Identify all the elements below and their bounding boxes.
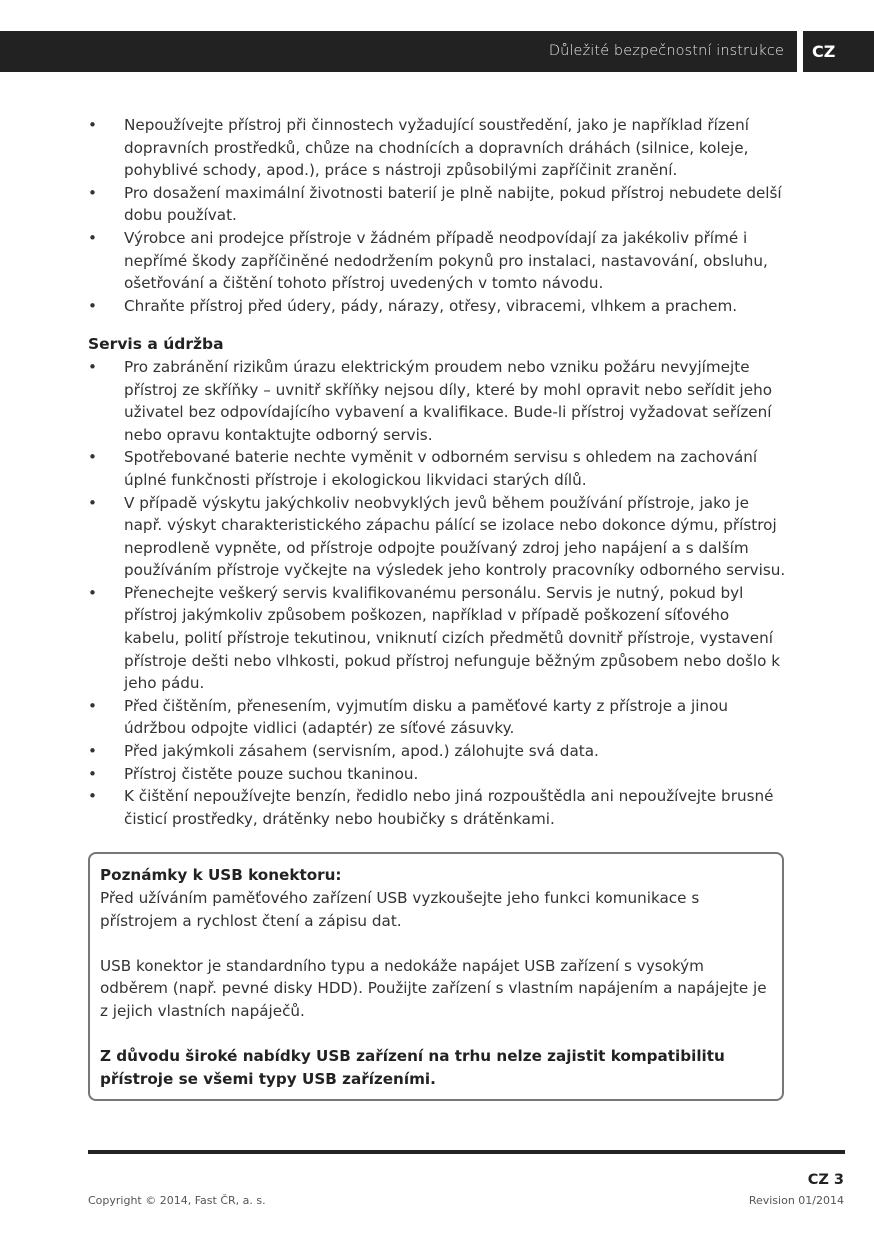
paragraph-spacer xyxy=(100,1023,772,1046)
list-item: • Výrobce ani prodejce přístroje v žádném případě neodpovídají za jakékoliv přímé i nepřímé škody zapříčiněné nedodržením pokynů pro instalaci, nastavování, obsluhu, ošetřování a čištění tohoto přístroj uvedených v tomto návodu. xyxy=(88,228,768,293)
list-item: • Přenechejte veškerý servis kvalifikovanému personálu. Servis je nutný, pokud byl přístroj jakýmkoliv způsobem poškozen, například v případě poškození síťového kabelu, polití přístroje tekutinou, vniknutí cizích předmětů dovnitř přístroje, vystavení přístroje dešti nebo vlhkosti, pokud přístroj nefunguje běžným způsobem nebo došlo k jeho pádu. xyxy=(88,583,781,693)
bullet-icon: • xyxy=(88,116,97,134)
bullet-icon: • xyxy=(88,183,97,202)
list-item: • Pro dosažení maximální životnosti baterií je plně nabijte, pokud přístroj nebudete delší dobu používat. xyxy=(88,183,782,225)
list-item: • Spotřebované baterie nechte vyměnit v odborném servisu s ohledem na zachování úplné funkčnosti přístroje i ekologickou likvidaci starých dílů. xyxy=(88,448,758,489)
list-item: • Přístroj čistěte pouze suchou tkaninou. xyxy=(88,763,788,786)
safety-list xyxy=(88,114,788,317)
document-body xyxy=(88,114,788,1101)
list-item: • V případě výskytu jakýchkoliv neobvyklých jevů během používání přístroje, jako je např. výskyt charakteristického zápachu pálící se izolace nebo dokonce dýmu, přístroj neprodleně vypněte, od přístroje odpojte používaný zdroj jeho napájení a s dalším používáním přístroje vyčkejte na výsledek jeho kontroly pracovníky odborného servisu. xyxy=(88,493,786,580)
bullet-icon: • xyxy=(88,583,97,602)
revision-text: Revision 01/2014 xyxy=(748,1194,844,1207)
usb-note-box xyxy=(88,852,784,1101)
list-item: • Chraňte přístroj před údery, pády, nárazy, otřesy, vibracemi, vlhkem a prachem. xyxy=(88,295,788,318)
paragraph-spacer xyxy=(100,932,772,955)
copyright-text: Copyright © 2014, Fast ČR, a. s. xyxy=(88,1194,266,1207)
usb-note-paragraph: USB konektor je standardního typu a nedokáže napájet USB zařízení s vysokým odběrem (např. pevné disky HDD). Použijte zařízení s vlastním napájením a napájejte je z jejich vlastních napáječů. xyxy=(100,956,767,1020)
list-item: • Před jakýmkoli zásahem (servisním, apod.) zálohujte svá data. xyxy=(88,740,788,763)
bullet-icon: • xyxy=(88,448,97,467)
bullet-icon: • xyxy=(88,357,97,376)
bullet-icon: • xyxy=(88,696,97,715)
language-code: CZ xyxy=(812,42,836,61)
header-title: Důležité bezpečnostní instrukce xyxy=(548,43,784,59)
bullet-icon: • xyxy=(88,787,97,806)
bullet-icon: • xyxy=(88,742,97,761)
bullet-icon: • xyxy=(88,493,97,512)
usb-note-paragraph: Před užíváním paměťového zařízení USB vyzkoušejte jeho funkci komunikace s přístrojem a rychlost čtení a zápisu dat. xyxy=(100,889,700,930)
list-item: • K čištění nepoužívejte benzín, ředidlo nebo jiná rozpouštědla ani nepoužívejte brusné čisticí prostředky, drátěnky nebo houbičky s drátěnkami. xyxy=(88,787,774,828)
page-number: CZ 3 xyxy=(807,1172,844,1188)
list-item: • Nepoužívejte přístroj při činnostech vyžadující soustředění, jako je například řízení dopravních prostředků, chůze na chodnících a dopravních dráhách (silnice, koleje, pohyblivé schody, apod.), práce s nástroji způsobilými zapříčinit zranění. xyxy=(88,116,749,180)
bullet-icon: • xyxy=(88,296,97,315)
footer-rule xyxy=(88,1150,845,1154)
service-list xyxy=(88,356,788,830)
section-heading-service: Servis a údržba xyxy=(88,335,224,354)
list-item: • Pro zabránění rizikům úrazu elektrickým proudem nebo vzniku požáru nevyjímejte přístroj ze skříňky – uvnitř skříňky nejsou díly, které by mohl opravit nebo seřídit jeho uživatel bez odpovídajícího vybavení a kvalifikace. Bude-li přístroj vyžadovat seřízení nebo opravu kontaktujte odborný servis. xyxy=(88,357,773,444)
bullet-icon: • xyxy=(88,764,97,783)
bullet-icon: • xyxy=(88,228,97,247)
list-item: • Před čištěním, přenesením, vyjmutím disku a paměťové karty z přístroje a jinou údržbou odpojte vidlici (adaptér) ze síťové zásuvky. xyxy=(88,696,729,738)
usb-note-warning: Z důvodu široké nabídky USB zařízení na trhu nelze zajistit kompatibilitu přístroje se všemi typy USB zařízeními. xyxy=(100,1047,725,1088)
header-bar xyxy=(0,31,874,72)
usb-note-heading: Poznámky k USB konektoru: xyxy=(100,866,342,885)
